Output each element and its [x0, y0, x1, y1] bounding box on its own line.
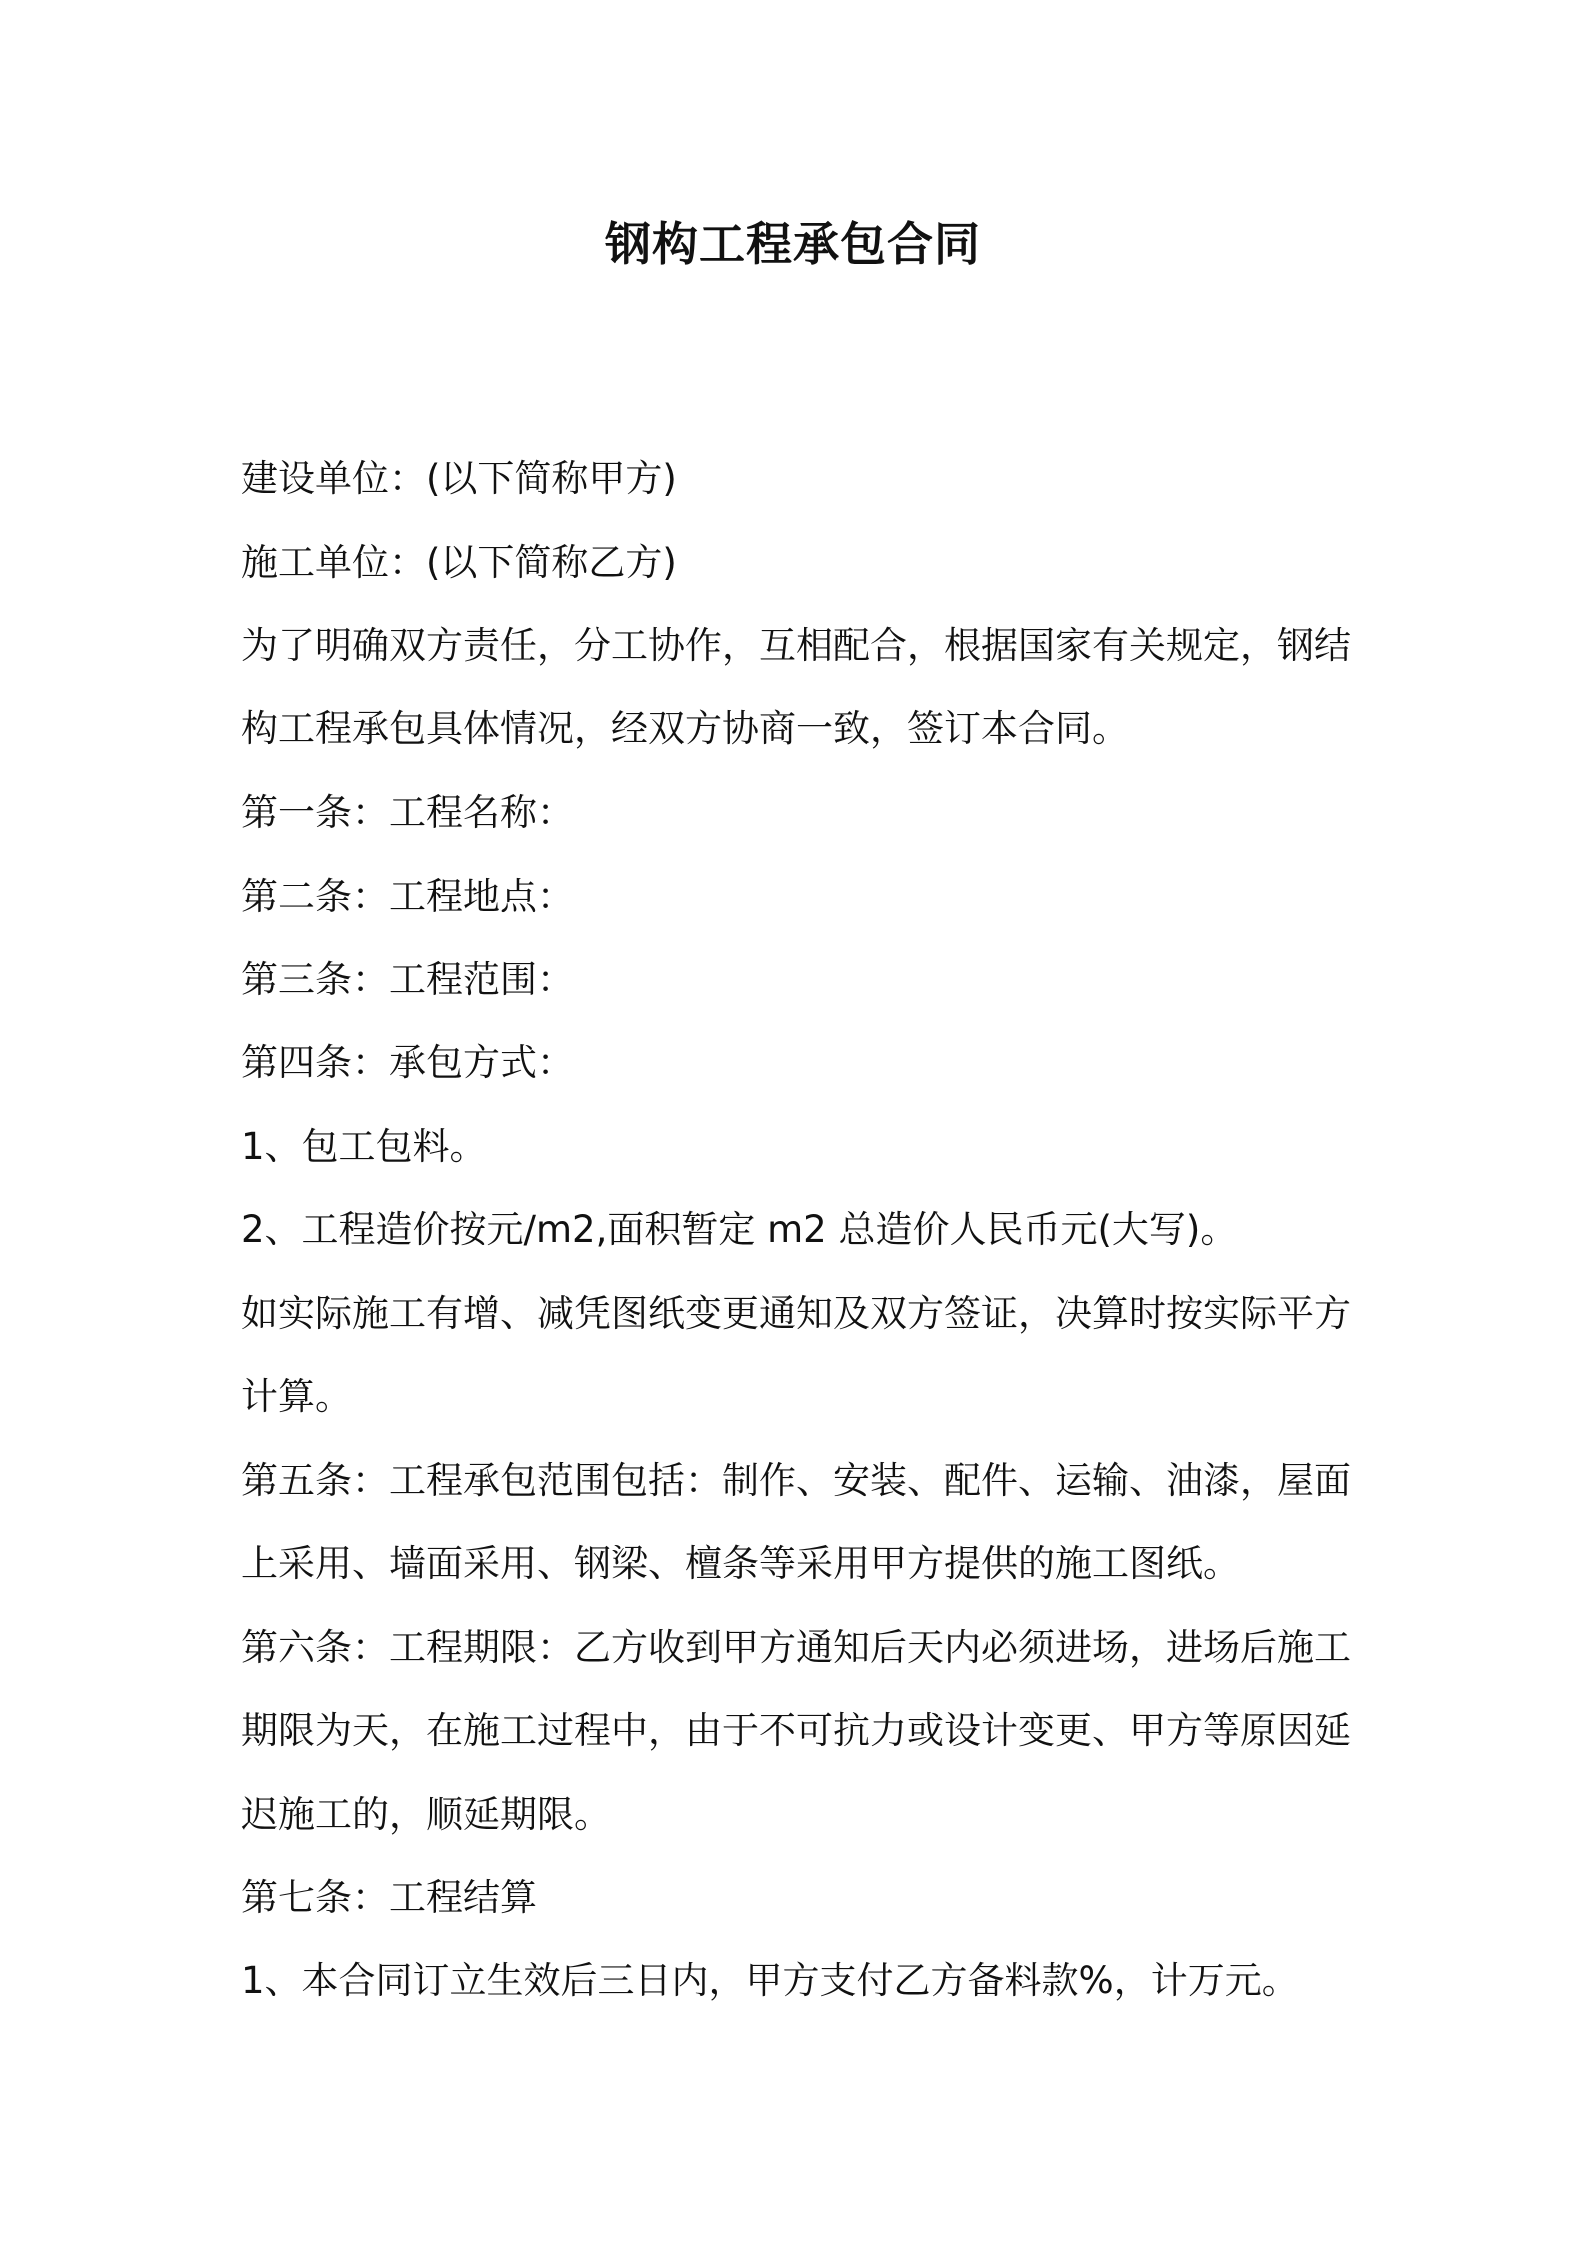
document-title: 钢构工程承包合同 [605, 217, 981, 271]
settlement-note-line-2: 计算。 [241, 1375, 352, 1418]
article-1: 第一条：工程名称： [241, 791, 574, 834]
article-6-line-2: 期限为天，在施工过程中，由于不可抗力或设计变更、甲方等原因延 [241, 1709, 1351, 1752]
party-a-line: 建设单位：(以下简称甲方) [241, 457, 677, 500]
preamble-line-2: 构工程承包具体情况，经双方协商一致，签订本合同。 [241, 707, 1129, 750]
article-4-item-2: 2、工程造价按元/m2,面积暂定 m2 总造价人民币元(大写)。 [241, 1208, 1238, 1251]
settlement-note-line-1: 如实际施工有增、减凭图纸变更通知及双方签证，决算时按实际平方 [241, 1292, 1351, 1335]
article-4-item-1: 1、包工包料。 [241, 1125, 487, 1168]
party-b-line: 施工单位：(以下简称乙方) [241, 541, 677, 584]
article-2: 第二条：工程地点： [241, 875, 574, 918]
article-3: 第三条：工程范围： [241, 958, 574, 1001]
article-6-line-1: 第六条：工程期限：乙方收到甲方通知后天内必须进场，进场后施工 [241, 1626, 1351, 1669]
preamble-line-1: 为了明确双方责任，分工协作，互相配合，根据国家有关规定，钢结 [241, 624, 1351, 667]
article-4: 第四条：承包方式： [241, 1041, 574, 1084]
article-5-line-2: 上采用、墙面采用、钢梁、檀条等采用甲方提供的施工图纸。 [241, 1542, 1240, 1585]
article-6-line-3: 迟施工的，顺延期限。 [241, 1793, 611, 1836]
article-5-line-1: 第五条：工程承包范围包括：制作、安装、配件、运输、油漆，屋面 [241, 1459, 1351, 1502]
article-7: 第七条：工程结算 [241, 1876, 537, 1919]
article-7-item-1: 1、本合同订立生效后三日内，甲方支付乙方备料款%，计万元。 [241, 1959, 1299, 2002]
